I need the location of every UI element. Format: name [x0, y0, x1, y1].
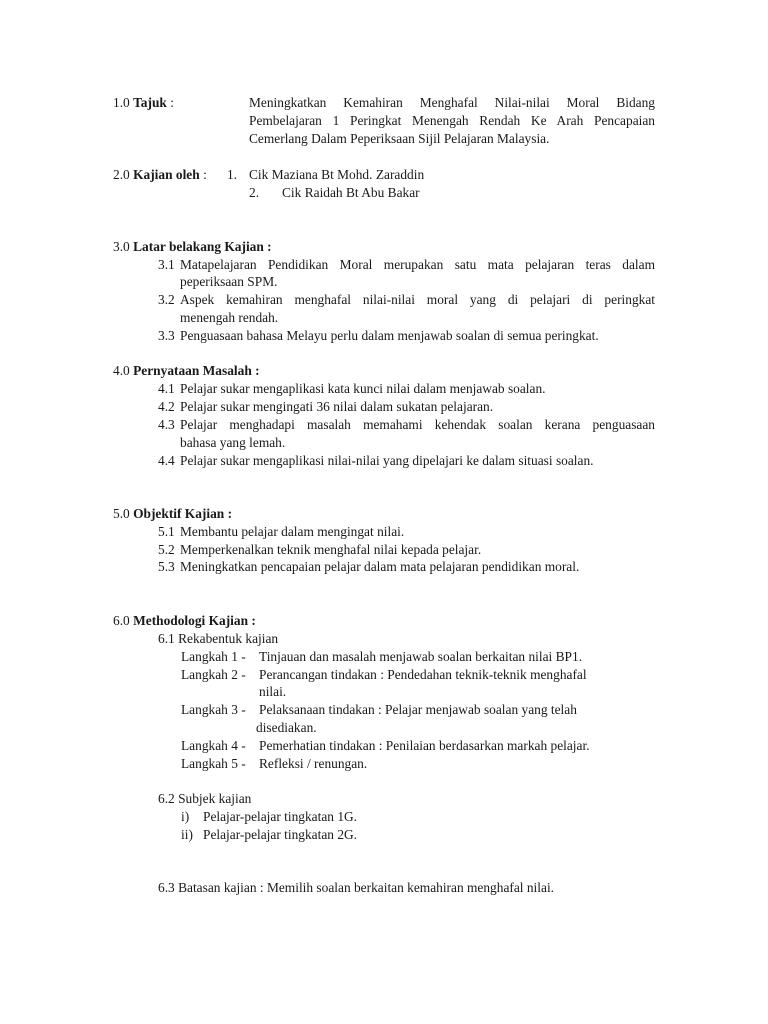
item-number: 3.1: [158, 257, 175, 272]
section-number: 6.0: [113, 613, 130, 628]
item-text: Pelajar menghadapi masalah memahami kehendak soalan kerana penguasaan: [180, 417, 655, 432]
item-text: Pelajar sukar mengaplikasi nilai-nilai yang dipelajari ke dalam situasi soalan.: [180, 453, 594, 468]
item-text: Matapelajaran Pendidikan Moral merupakan satu mata pelajaran teras dalam: [180, 257, 655, 272]
item-text: Meningkatkan pencapaian pelajar dalam mata pelajaran pendidikan moral.: [180, 559, 580, 574]
subsection-title: 6.3 Batasan kajian : Memilih soalan berkaitan kemahiran menghafal nilai.: [158, 880, 555, 895]
tajuk-heading: [113, 94, 174, 111]
item-text: Pelajar sukar mengaplikasi kata kunci nilai dalam menjawab soalan.: [180, 381, 546, 396]
item-number: 4.3: [158, 417, 175, 432]
item-text-cont: peperiksaan SPM.: [180, 274, 278, 289]
title-line-2: Pembelajaran 1 Peringkat Menengah Rendah Ke Arah Pencapaian: [249, 113, 655, 128]
step-text: Tinjauan dan masalah menjawab soalan berkaitan nilai BP1.: [259, 649, 583, 664]
step-label: Langkah 1 -: [181, 649, 246, 664]
researcher-number: 2.: [249, 185, 260, 200]
item-number: 5.1: [158, 524, 175, 539]
subsection-title: 6.2 Subjek kajian: [158, 791, 252, 806]
label-colon: :: [203, 167, 207, 182]
item-number: 5.2: [158, 542, 175, 557]
step-text-cont: disediakan.: [256, 720, 317, 735]
step-label: Langkah 2 -: [181, 667, 246, 682]
section-number: 2.0: [113, 167, 130, 182]
section-label: Tajuk: [133, 95, 167, 110]
section-label: Pernyataan Masalah :: [133, 363, 260, 378]
researcher-name: Cik Raidah Bt Abu Bakar: [282, 185, 420, 200]
list-marker: i): [181, 809, 190, 824]
item-number: 4.2: [158, 399, 175, 414]
item-text: Membantu pelajar dalam mengingat nilai.: [180, 524, 405, 539]
researcher-number: 1.: [227, 167, 238, 182]
item-text: Penguasaan bahasa Melayu perlu dalam menjawab soalan di semua peringkat.: [180, 328, 599, 343]
section-number: 4.0: [113, 363, 130, 378]
list-item: Pelajar-pelajar tingkatan 2G.: [203, 827, 358, 842]
step-label: Langkah 4 -: [181, 738, 246, 753]
title-line-1: Meningkatkan Kemahiran Menghafal Nilai-nilai Moral Bidang: [249, 95, 655, 110]
step-label: Langkah 3 -: [181, 702, 246, 717]
step-text-cont: nilai.: [259, 684, 287, 699]
section-number: 1.0: [113, 95, 130, 110]
item-text: Pelajar sukar mengingati 36 nilai dalam sukatan pelajaran.: [180, 399, 494, 414]
kajian-oleh-heading: [113, 166, 207, 183]
item-text: Memperkenalkan teknik menghafal nilai kepada pelajar.: [180, 542, 482, 557]
item-text-cont: menengah rendah.: [180, 310, 279, 325]
item-number: 3.2: [158, 292, 175, 307]
step-label: Langkah 5 -: [181, 756, 246, 771]
label-colon: :: [170, 95, 174, 110]
section-label: Kajian oleh: [133, 167, 200, 182]
title-line-3: Cemerlang Dalam Peperiksaan Sijil Pelajaran Malaysia.: [249, 131, 550, 146]
researcher-name: Cik Maziana Bt Mohd. Zaraddin: [249, 167, 425, 182]
list-item: Pelajar-pelajar tingkatan 1G.: [203, 809, 358, 824]
section-heading: [113, 238, 272, 255]
step-text: Refleksi / renungan.: [259, 756, 368, 771]
list-marker: ii): [181, 827, 193, 842]
section-label: Methodologi Kajian :: [133, 613, 256, 628]
section-number: 3.0: [113, 239, 130, 254]
item-number: 4.4: [158, 453, 175, 468]
section-heading: [113, 505, 232, 522]
step-text: Perancangan tindakan : Pendedahan teknik-teknik menghafal: [259, 667, 587, 682]
section-heading: [113, 612, 256, 629]
item-number: 5.3: [158, 559, 175, 574]
section-label: Latar belakang Kajian :: [133, 239, 272, 254]
item-number: 4.1: [158, 381, 175, 396]
section-label: Objektif Kajian :: [133, 506, 233, 521]
section-heading: [113, 362, 260, 379]
subsection-title: 6.1 Rekabentuk kajian: [158, 631, 279, 646]
item-text: Aspek kemahiran menghafal nilai-nilai moral yang di pelajari di peringkat: [180, 292, 655, 307]
section-number: 5.0: [113, 506, 130, 521]
item-number: 3.3: [158, 328, 175, 343]
step-text: Pelaksanaan tindakan : Pelajar menjawab soalan yang telah: [259, 702, 577, 717]
step-text: Pemerhatian tindakan : Penilaian berdasarkan markah pelajar.: [259, 738, 590, 753]
item-text-cont: bahasa yang lemah.: [180, 435, 286, 450]
